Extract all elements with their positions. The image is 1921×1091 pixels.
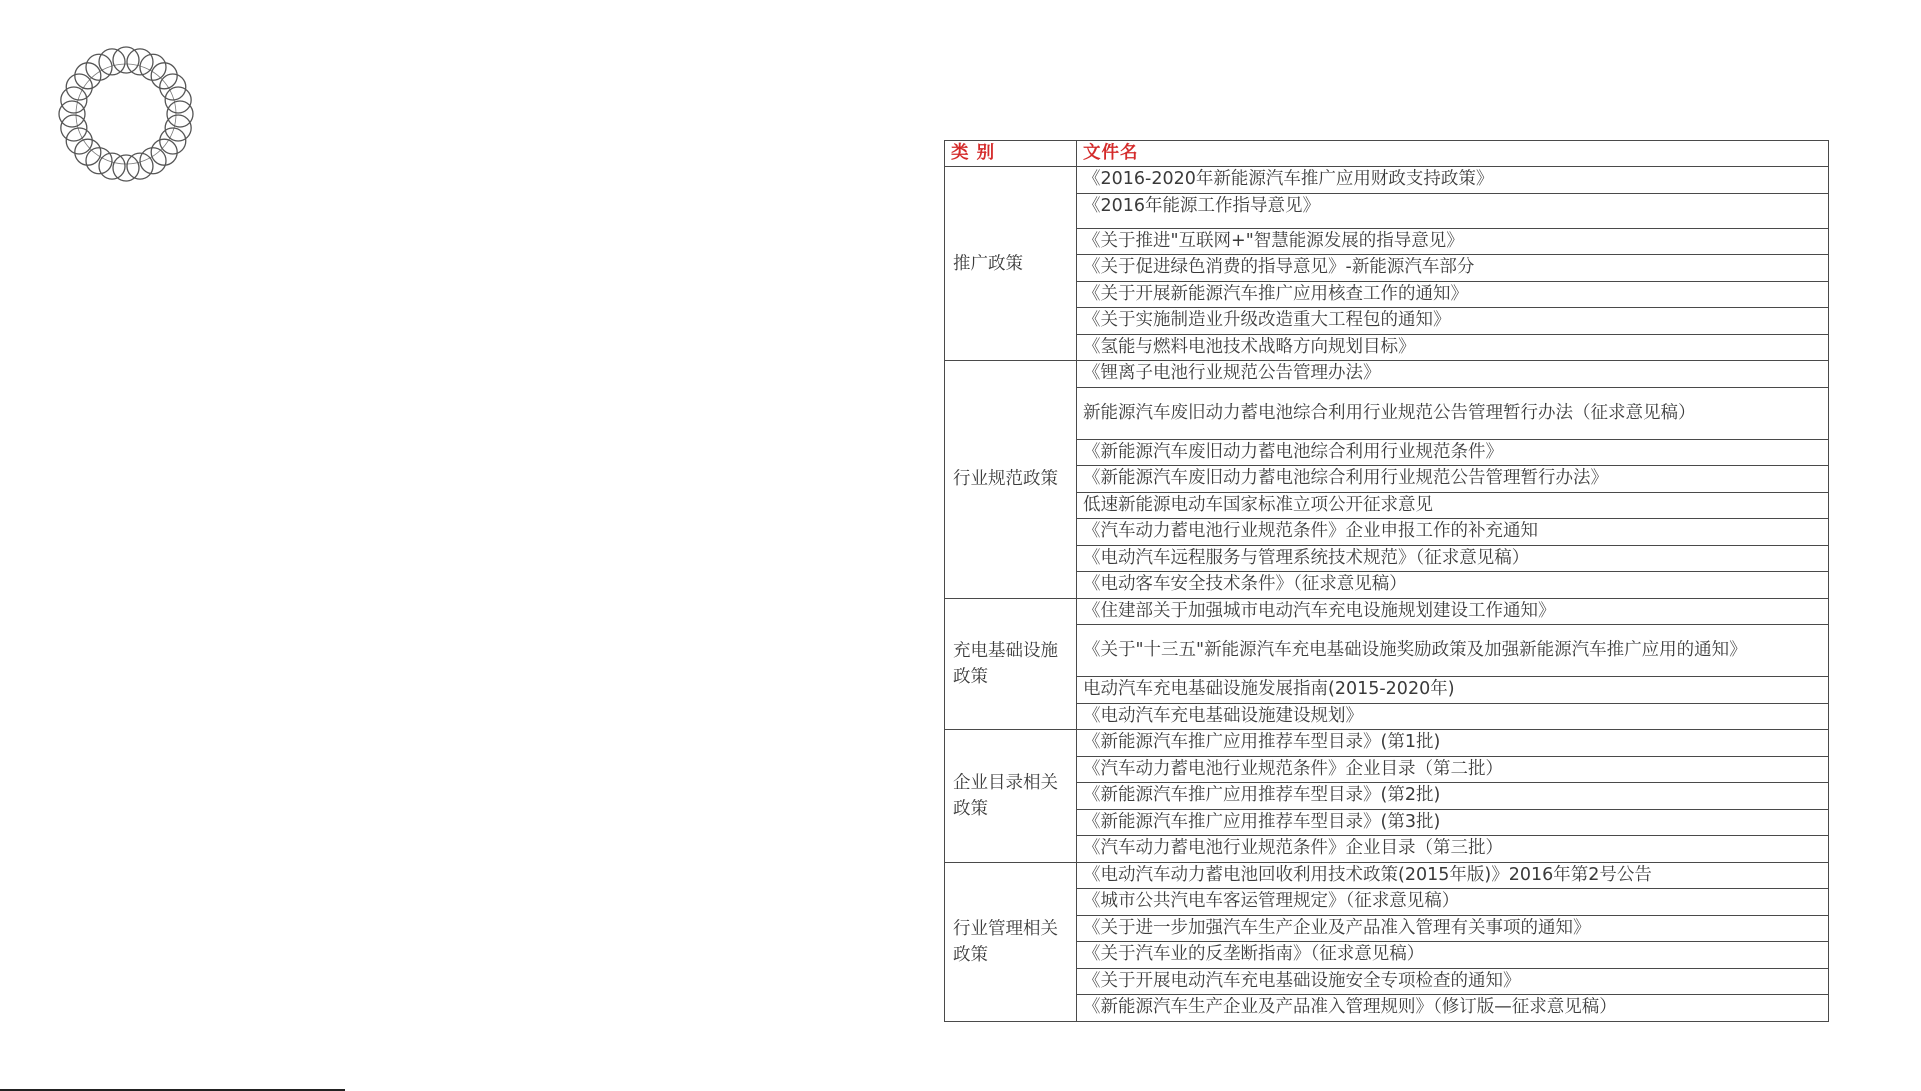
table-row <box>945 677 1829 704</box>
document-cell: 《电动汽车远程服务与管理系统技术规范》（征求意见稿） <box>1077 545 1829 572</box>
document-cell: 电动汽车充电基础设施发展指南(2015-2020年) <box>1077 677 1829 704</box>
document-cell: 《电动客车安全技术条件》（征求意见稿） <box>1077 572 1829 599</box>
table-row <box>945 492 1829 519</box>
header-filename: 文件名 <box>1077 141 1829 167</box>
policy-document-table <box>944 140 1829 1022</box>
document-cell: 《电动汽车动力蓄电池回收利用技术政策(2015年版)》2016年第2号公告 <box>1077 862 1829 889</box>
table-row <box>945 439 1829 466</box>
document-cell: 《氢能与燃料电池技术战略方向规划目标》 <box>1077 334 1829 361</box>
table-header-row <box>945 141 1829 167</box>
table-row <box>945 255 1829 282</box>
document-cell: 《新能源汽车推广应用推荐车型目录》(第2批) <box>1077 783 1829 810</box>
table-row <box>945 361 1829 388</box>
document-cell: 《新能源汽车生产企业及产品准入管理规则》（修订版—征求意见稿） <box>1077 995 1829 1022</box>
table-row <box>945 756 1829 783</box>
table-row <box>945 968 1829 995</box>
document-cell: 《关于促进绿色消费的指导意见》-新能源汽车部分 <box>1077 255 1829 282</box>
table-row <box>945 809 1829 836</box>
document-cell: 新能源汽车废旧动力蓄电池综合利用行业规范公告管理暂行办法（征求意见稿） <box>1077 387 1829 439</box>
document-cell: 《关于推进"互联网+"智慧能源发展的指导意见》 <box>1077 228 1829 255</box>
document-cell: 《关于汽车业的反垄断指南》（征求意见稿） <box>1077 942 1829 969</box>
document-cell: 《关于进一步加强汽车生产企业及产品准入管理有关事项的通知》 <box>1077 915 1829 942</box>
category-cell: 充电基础设施政策 <box>945 598 1077 730</box>
document-cell: 《汽车动力蓄电池行业规范条件》企业目录（第三批） <box>1077 836 1829 863</box>
table-row <box>945 308 1829 335</box>
document-cell: 《新能源汽车废旧动力蓄电池综合利用行业规范公告管理暂行办法》 <box>1077 466 1829 493</box>
header-category: 类 别 <box>945 141 1077 167</box>
category-cell: 推广政策 <box>945 167 1077 361</box>
table-row <box>945 167 1829 194</box>
table-row <box>945 995 1829 1022</box>
table-row <box>945 730 1829 757</box>
lace-circle-ornament-icon <box>58 46 194 182</box>
document-cell: 《关于实施制造业升级改造重大工程包的通知》 <box>1077 308 1829 335</box>
category-cell: 行业规范政策 <box>945 361 1077 599</box>
table-row <box>945 519 1829 546</box>
document-cell: 《汽车动力蓄电池行业规范条件》企业目录（第二批） <box>1077 756 1829 783</box>
table-row <box>945 862 1829 889</box>
table-row <box>945 193 1829 228</box>
document-cell: 《住建部关于加强城市电动汽车充电设施规划建设工作通知》 <box>1077 598 1829 625</box>
document-cell: 低速新能源电动车国家标准立项公开征求意见 <box>1077 492 1829 519</box>
document-cell: 《关于"十三五"新能源汽车充电基础设施奖励政策及加强新能源汽车推广应用的通知》 <box>1077 625 1829 677</box>
document-cell: 《关于开展电动汽车充电基础设施安全专项检查的通知》 <box>1077 968 1829 995</box>
document-cell: 《电动汽车充电基础设施建设规划》 <box>1077 703 1829 730</box>
table-row <box>945 783 1829 810</box>
table-row <box>945 889 1829 916</box>
table-row <box>945 228 1829 255</box>
category-cell: 企业目录相关政策 <box>945 730 1077 863</box>
document-cell: 《城市公共汽电车客运管理规定》（征求意见稿） <box>1077 889 1829 916</box>
table-row <box>945 387 1829 439</box>
document-cell: 《新能源汽车推广应用推荐车型目录》(第3批) <box>1077 809 1829 836</box>
category-cell: 行业管理相关政策 <box>945 862 1077 1021</box>
document-cell: 《新能源汽车推广应用推荐车型目录》(第1批) <box>1077 730 1829 757</box>
table-row <box>945 572 1829 599</box>
table-row <box>945 625 1829 677</box>
table-row <box>945 466 1829 493</box>
document-cell: 《2016-2020年新能源汽车推广应用财政支持政策》 <box>1077 167 1829 194</box>
table-row <box>945 545 1829 572</box>
table-row <box>945 915 1829 942</box>
table-row <box>945 334 1829 361</box>
table-row <box>945 703 1829 730</box>
table-row <box>945 942 1829 969</box>
document-cell: 《新能源汽车废旧动力蓄电池综合利用行业规范条件》 <box>1077 439 1829 466</box>
table-row <box>945 598 1829 625</box>
document-cell: 《2016年能源工作指导意见》 <box>1077 193 1829 228</box>
document-cell: 《锂离子电池行业规范公告管理办法》 <box>1077 361 1829 388</box>
document-cell: 《关于开展新能源汽车推广应用核查工作的通知》 <box>1077 281 1829 308</box>
table-row <box>945 281 1829 308</box>
table-row <box>945 836 1829 863</box>
document-cell: 《汽车动力蓄电池行业规范条件》企业申报工作的补充通知 <box>1077 519 1829 546</box>
